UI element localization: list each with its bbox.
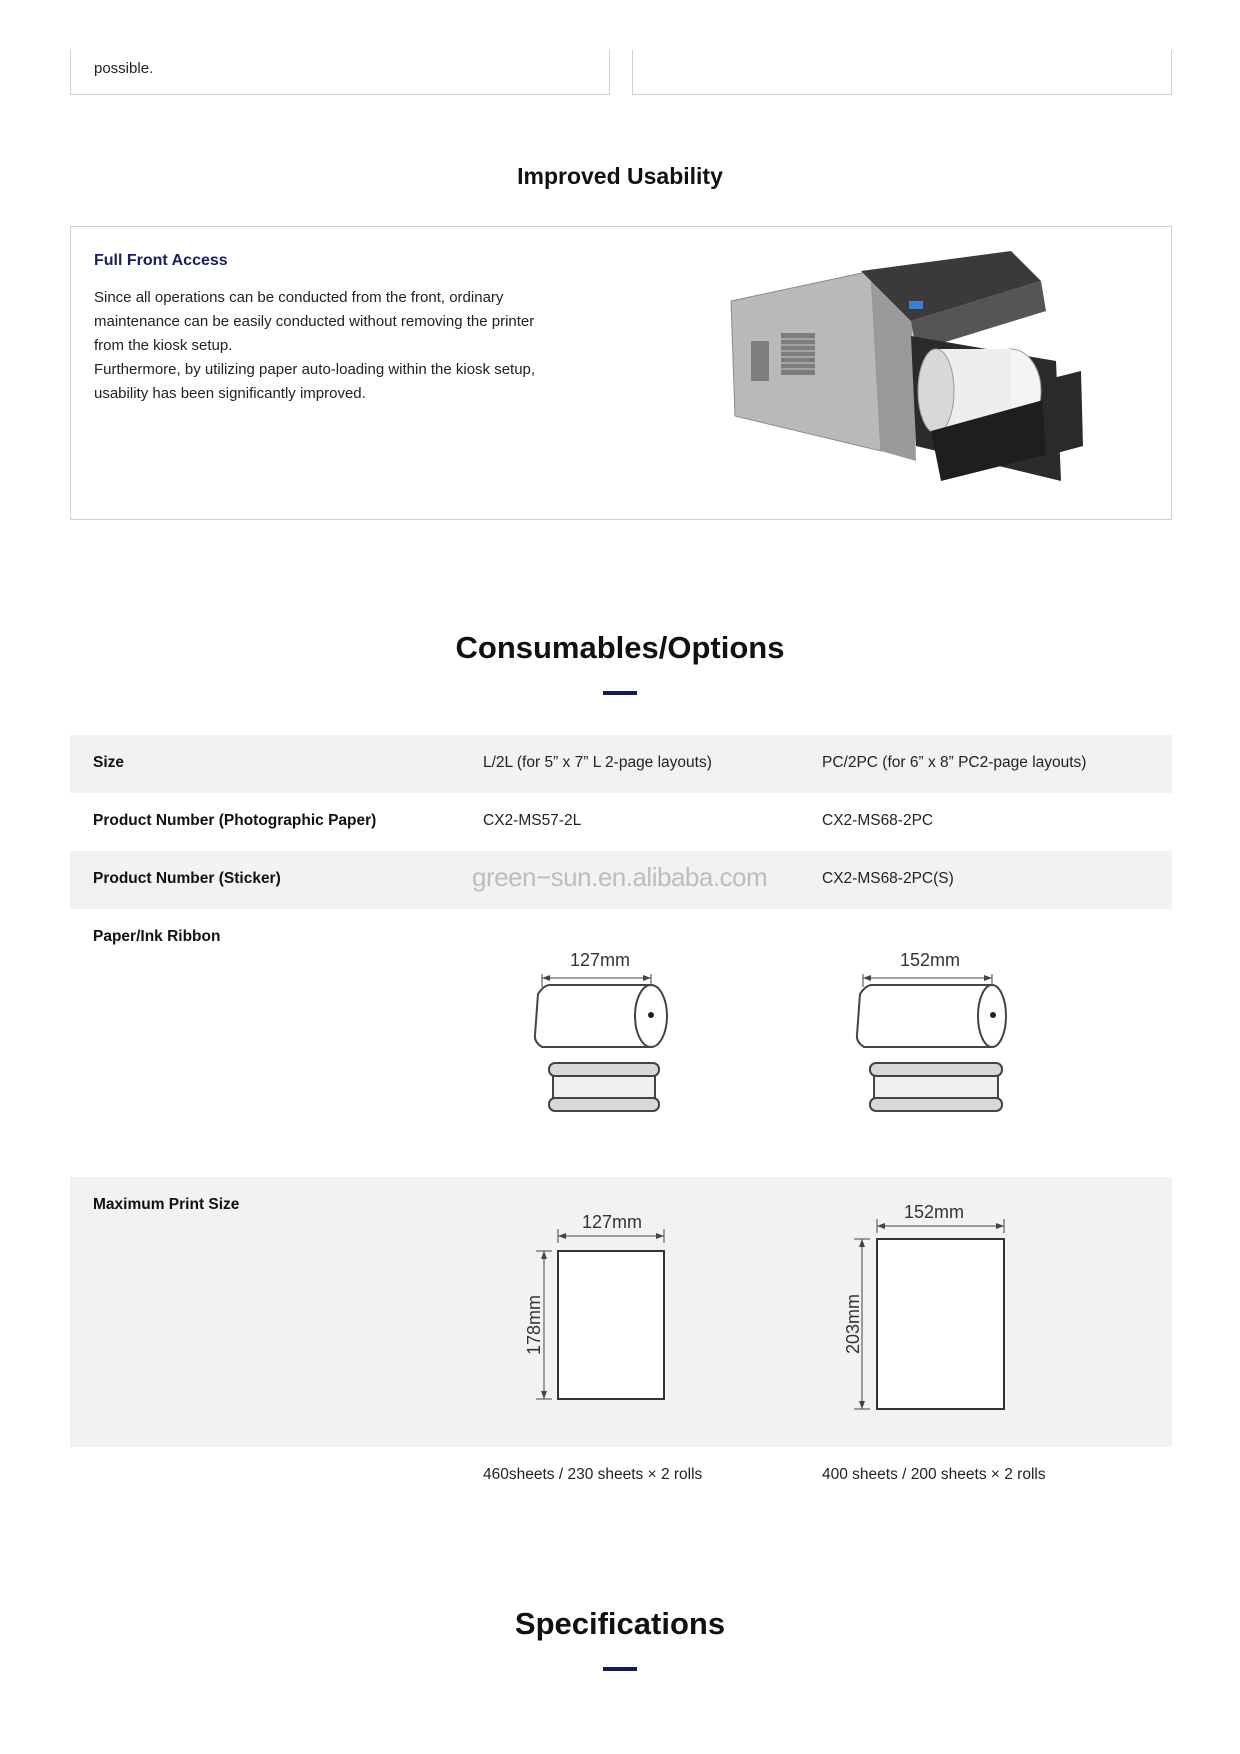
print-size-diagram-l2l: [510, 1207, 690, 1427]
cell-product-number-l2l: CX2-MS57-2L: [483, 812, 582, 829]
table-row-ribbon: [70, 909, 1172, 1177]
feature-line: from the kiosk setup.: [94, 337, 233, 354]
row-label: Paper/Ink Ribbon: [93, 928, 221, 945]
printer-photo: [711, 241, 1131, 509]
ribbon-diagram-pc2pc: [850, 949, 1010, 1119]
ribbon-diagram-l2l: [520, 949, 680, 1119]
print-height-label: 203mm: [843, 1293, 863, 1355]
print-height-label: 178mm: [524, 1294, 544, 1356]
consumables-heading: Consumables/Options: [455, 630, 785, 665]
feature-line: maintenance can be easily conducted without removing the printer: [94, 313, 535, 330]
print-size-diagram-pc2pc: [840, 1197, 1020, 1437]
cell-size-l2l: L/2L (for 5” x 7” L 2-page layouts): [483, 754, 712, 771]
table-row-max-print-size: [70, 1177, 1172, 1447]
top-left-card: [70, 50, 610, 95]
watermark-text: green−sun.en.alibaba.com: [472, 862, 768, 892]
top-right-card: [632, 50, 1172, 95]
row-label: Product Number (Photographic Paper): [93, 812, 377, 829]
table-row-size: [70, 735, 1172, 793]
cell-size-pc2pc: PC/2PC (for 6” x 8” PC2-page layouts): [822, 754, 1087, 771]
usability-heading: Improved Usability: [517, 163, 723, 189]
top-left-text: possible.: [94, 60, 154, 77]
specifications-heading: Specifications: [514, 1606, 726, 1641]
print-width-label: 152mm: [903, 1202, 965, 1222]
print-width-label: 127mm: [581, 1212, 643, 1232]
row-label: Size: [93, 754, 125, 771]
cell-sheets-pc2pc: 400 sheets / 200 sheets × 2 rolls: [822, 1466, 1046, 1483]
feature-line: Furthermore, by utilizing paper auto-loading within the kiosk setup,: [94, 361, 536, 378]
table-row-sheets: [70, 1447, 1172, 1505]
cell-product-number-pc2pc: CX2-MS68-2PC: [822, 812, 934, 829]
row-label: Product Number (Sticker): [93, 870, 281, 887]
row-label: Maximum Print Size: [93, 1196, 240, 1213]
table-row-photo-paper: [70, 793, 1172, 851]
feature-line: Since all operations can be conducted from the front, ordinary: [94, 289, 504, 306]
ribbon-width-label: 152mm: [899, 950, 961, 970]
heading-accent-bar: [603, 691, 637, 695]
ribbon-width-label: 127mm: [569, 950, 631, 970]
feature-line: usability has been significantly improved.: [94, 385, 366, 402]
feature-title: Full Front Access: [94, 252, 228, 269]
feature-description: [94, 286, 594, 406]
feature-card: [70, 226, 1172, 520]
cell-sticker-pc2pc: CX2-MS68-2PC(S): [822, 870, 954, 887]
heading-accent-bar: [603, 1667, 637, 1671]
cell-sheets-l2l: 460sheets / 230 sheets × 2 rolls: [483, 1466, 703, 1483]
